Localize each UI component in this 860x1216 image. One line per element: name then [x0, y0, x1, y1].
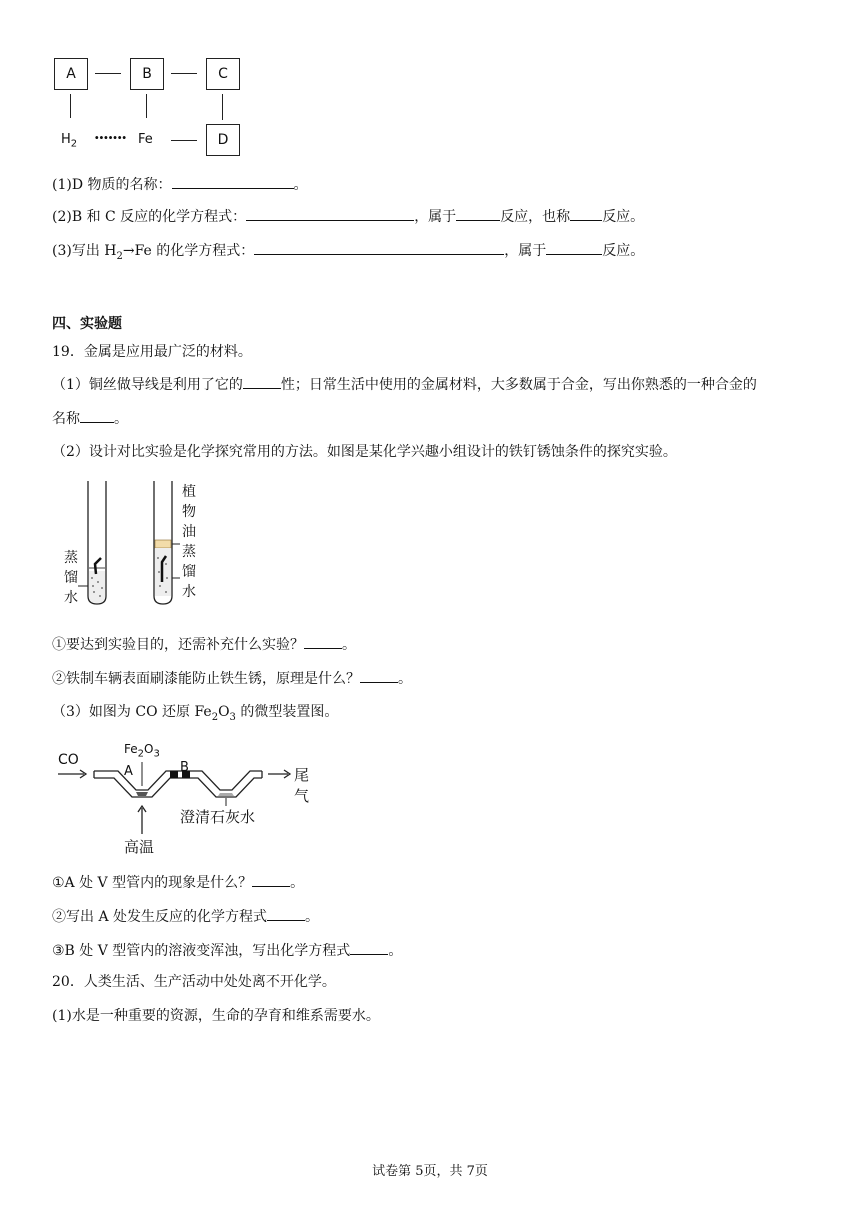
answer-blank[interactable]	[456, 206, 500, 221]
answer-blank[interactable]	[546, 240, 602, 255]
exhaust-label: 尾气	[294, 766, 310, 805]
page-footer: 试卷第 5页，共 7页	[372, 1164, 488, 1179]
high-temp-label: 高温	[124, 838, 155, 856]
answer-blank[interactable]	[360, 668, 398, 683]
answer-blank[interactable]	[570, 206, 602, 221]
answer-blank[interactable]	[246, 206, 414, 221]
q19-part3: （3）如图为 CO 还原 $Fe_2O_3$ 的微型装置图。	[52, 704, 339, 723]
box-b: B	[130, 58, 164, 90]
q20-part1: (1)水是一种重要的资源，生命的孕育和维系需要水。	[52, 1008, 380, 1024]
connector-a-b	[95, 73, 121, 74]
answer-blank[interactable]	[80, 408, 114, 423]
connector-c-d	[222, 94, 223, 120]
connector-b-fe	[146, 94, 147, 118]
box-c: C	[206, 58, 240, 90]
right-tube-label: 植 物 油 蒸 馏 水	[182, 484, 196, 600]
h2-label: $H_2$	[61, 132, 78, 150]
q19-part2: （2）设计对比实验是化学探究常用的方法。如图是某化学兴趣小组设计的铁钉锈蚀条件的探究实验。	[52, 444, 677, 460]
q18-part3: (3)写出 $H_2\to Fe$ 的化学方程式： ，属于 反应。	[52, 240, 644, 267]
q19-part2-ii: ②铁制车辆表面刷漆能防止铁生锈，原理是什么？ 。	[52, 668, 412, 689]
answer-blank[interactable]	[304, 634, 342, 649]
connector-b-c	[171, 73, 197, 74]
answer-blank[interactable]	[350, 940, 388, 955]
q18-part2: (2)B 和 C 反应的化学方程式： ，属于 反应，也称 反应。	[52, 206, 644, 227]
q20-title: 20．人类生活、生产活动中处处离不开化学。	[52, 974, 336, 990]
q18-part1: (1)D 物质的名称： 。	[52, 174, 308, 195]
fe2o3-label: $Fe_2O_3$	[124, 742, 160, 760]
section-heading: 四、实验题	[52, 316, 122, 332]
answer-blank[interactable]	[243, 374, 281, 389]
q19-part2-i: ①要达到实验目的，还需补充什么实验？ 。	[52, 634, 356, 655]
label-a: A	[124, 764, 133, 779]
left-tube-label: 蒸 馏 水	[64, 550, 78, 606]
co-label: CO	[58, 752, 79, 768]
dotted-connector: ·······	[94, 128, 126, 147]
connector-a-h2	[70, 94, 71, 118]
fe-label: Fe	[138, 132, 153, 147]
connector-fe-d	[171, 140, 197, 141]
limewater-label: 澄清石灰水	[180, 808, 256, 826]
box-d: D	[206, 124, 240, 156]
test-tube-figure	[58, 478, 208, 618]
answer-blank[interactable]	[267, 906, 305, 921]
q19-part1-cont: 名称 。	[52, 408, 128, 429]
q19-part3-ii: ②写出 A 处发生反应的化学方程式 。	[52, 906, 319, 927]
answer-blank[interactable]	[172, 174, 294, 189]
answer-blank[interactable]	[252, 872, 290, 887]
q19-title: 19．金属是应用最广泛的材料。	[52, 344, 252, 360]
label-b: B	[180, 760, 189, 775]
q19-part3-i: ①A 处 V 型管内的现象是什么？ 。	[52, 872, 304, 893]
box-a: A	[54, 58, 88, 90]
answer-blank[interactable]	[254, 240, 504, 255]
apparatus-drawing	[56, 738, 316, 860]
co-apparatus-figure	[56, 738, 316, 860]
q19-part1: （1）铜丝做导线是利用了它的 性；日常生活中使用的金属材料，大多数属于合金，写出你熟悉的一种合金的	[52, 374, 757, 395]
q19-part3-iii: ③B 处 V 型管内的溶液变浑浊，写出化学方程式 。	[52, 940, 402, 961]
